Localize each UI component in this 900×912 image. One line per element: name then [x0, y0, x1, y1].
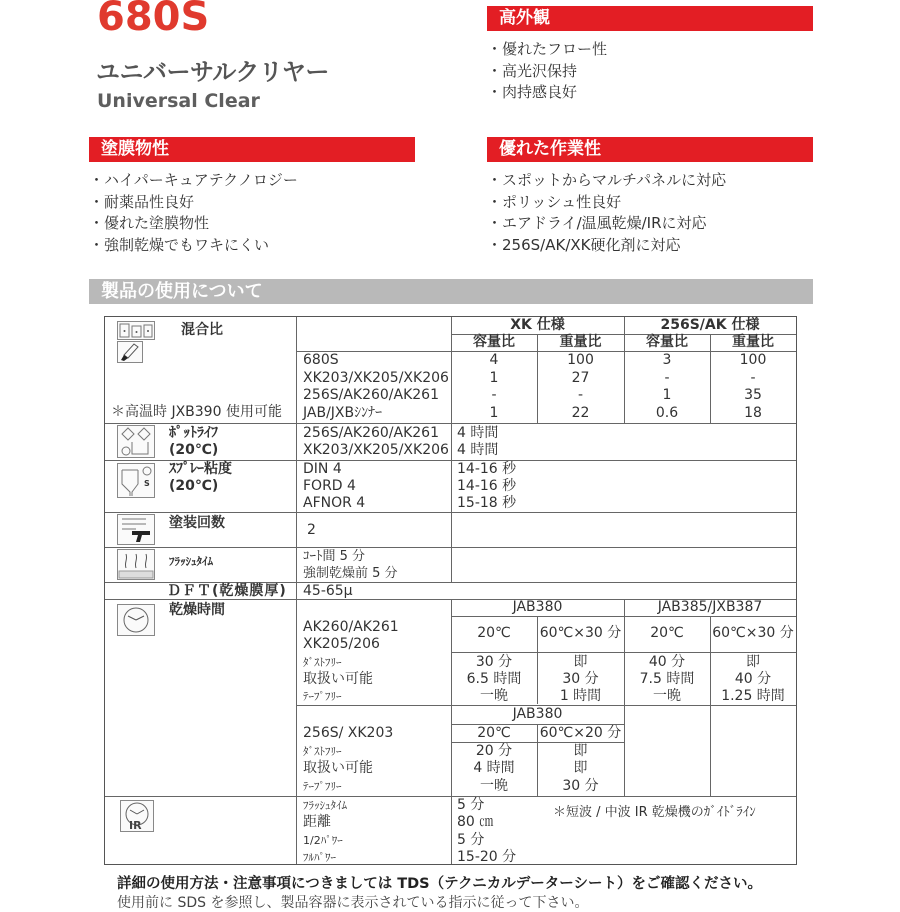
drying-stage: ﾃｰﾌﾟﾌﾘｰ — [303, 690, 342, 703]
drying-value: 即 — [746, 654, 760, 670]
product-name-en: Universal Clear — [97, 90, 260, 112]
mix-value: 22 — [571, 405, 590, 421]
drying-product: XK205/206 — [303, 636, 380, 652]
subheader-weight: 重量比 — [559, 334, 602, 350]
spray-viscosity-label: ｽﾌﾟﾚｰ粘度 — [169, 461, 232, 477]
mix-value: 4 — [489, 352, 499, 368]
coats-value: 2 — [307, 522, 316, 538]
mix-value: 3 — [662, 352, 672, 368]
list-item: ・ スポットからマルチパネルに対応 — [487, 170, 726, 192]
ir-value: 5 分 — [457, 832, 485, 848]
drying-condition: 20℃ — [477, 625, 511, 641]
drying-stage: 取扱い可能 — [303, 671, 373, 687]
pot-life-icon — [117, 425, 155, 458]
drying-product: AK260/AK261 — [303, 619, 399, 635]
workability-list — [487, 170, 726, 256]
drying-value: 40 分 — [648, 654, 686, 670]
list-item: ・ 256S/AK/XK硬化剤に対応 — [487, 235, 726, 257]
section-header-usage: 製品の使用について — [89, 279, 813, 304]
footer-tds-note: 詳細の使用方法・注意事項につきましては TDS（テクニカルデーターシート）をご確認ください。 — [117, 876, 762, 892]
clock-icon — [117, 604, 155, 636]
mix-value: 27 — [571, 370, 590, 386]
ir-value: 15-20 分 — [457, 849, 517, 865]
drying-value: 40 分 — [734, 671, 772, 687]
pot-life-label: ﾎﾟｯﾄﾗｲﾌ — [169, 425, 218, 441]
mix-value: 100 — [567, 352, 594, 368]
film-properties-list — [89, 170, 298, 256]
ir-value: 5 分 — [457, 797, 485, 813]
viscosity-value: 14-16 秒 — [457, 461, 517, 477]
section-header-film-properties: 塗膜物性 — [89, 137, 415, 162]
subheader-volume: 容量比 — [646, 334, 688, 350]
cans-icon — [117, 321, 155, 340]
viscosity-cup-icon — [117, 463, 155, 498]
dft-value: 45-65μ — [303, 583, 353, 599]
list-item: ・ ポリッシュ性良好 — [487, 192, 726, 214]
thinner-header: JAB380 — [512, 599, 563, 615]
list-item: ・ 強制乾燥でもワキにくい — [89, 235, 298, 257]
drying-value: 即 — [573, 743, 588, 759]
thinner-header: JAB385/JXB387 — [657, 599, 763, 615]
drying-value: 30 分 — [475, 654, 513, 670]
drying-value: 7.5 時間 — [639, 671, 695, 687]
drying-value: 一晩 — [480, 688, 508, 704]
pot-life-temp: (20℃) — [169, 442, 219, 458]
list-item: ・ 耐薬品性良好 — [89, 192, 298, 214]
mix-value: 100 — [739, 352, 767, 368]
coats-label: 塗装回数 — [169, 515, 225, 531]
mixing-note: ＊高温時 JXB390 使用可能 — [111, 404, 282, 420]
drying-condition: 60℃×30 分 — [712, 625, 794, 641]
list-item: ・ 高光沢保持 — [487, 61, 607, 83]
usage-table — [104, 316, 797, 865]
pot-life-product: 256S/AK260/AK261 — [303, 425, 440, 441]
drying-stage: ﾀﾞｽﾄﾌﾘｰ — [303, 745, 342, 758]
pot-life-value: 4 時間 — [457, 425, 499, 441]
drying-stage: ﾃｰﾌﾟﾌﾘｰ — [303, 780, 342, 793]
ir-note: ＊短波 / 中波 IR 乾燥機のｶﾞｲﾄﾞﾗｲﾝ — [553, 805, 756, 820]
subheader-weight: 重量比 — [732, 334, 774, 350]
section-header-workability: 優れた作業性 — [487, 137, 813, 162]
subheader-volume: 容量比 — [473, 334, 515, 350]
pot-life-product: XK203/XK205/XK206 — [303, 442, 449, 458]
spray-gun-icon — [117, 514, 155, 545]
drying-value: 一晩 — [653, 688, 681, 704]
mix-product: 680S — [303, 352, 339, 368]
mix-product: XK203/XK205/XK206 — [303, 370, 449, 386]
mix-value: 18 — [744, 405, 762, 421]
pot-life-value: 4 時間 — [457, 442, 499, 458]
drying-value: 4 時間 — [473, 760, 515, 776]
viscosity-cup: AFNOR 4 — [303, 495, 366, 511]
drying-value: 30 分 — [562, 778, 599, 794]
viscosity-value: 14-16 秒 — [457, 478, 517, 494]
footer-sds-note: 使用前に SDS を参照し、製品容器に表示されている指示に従って下さい。 — [117, 895, 589, 911]
mix-product: JAB/JXBｼﾝﾅｰ — [303, 405, 383, 421]
product-code: 680S — [97, 0, 210, 40]
flash-time-row: 強制乾燥前 5 分 — [303, 566, 398, 581]
group-header-256s-ak: 256S/AK 仕様 — [660, 317, 760, 333]
drying-value: 即 — [573, 654, 588, 670]
drying-condition: 60℃×20 分 — [539, 725, 622, 741]
mix-value: - — [491, 387, 497, 403]
drying-value: 30 分 — [562, 671, 599, 687]
list-item: ・ 肉持感良好 — [487, 82, 607, 104]
viscosity-value: 15-18 秒 — [457, 495, 517, 511]
mix-value: 1 — [489, 370, 499, 386]
mix-value: 0.6 — [655, 405, 679, 421]
ir-value: 80 ㎝ — [457, 814, 494, 830]
ir-clock-icon — [120, 800, 154, 832]
mixing-stick-icon — [117, 341, 143, 363]
drying-value: 1.25 時間 — [721, 688, 785, 704]
ir-label: 距離 — [303, 814, 331, 830]
drying-value: 一晩 — [480, 778, 508, 794]
list-item: ・ 優れた塗膜物性 — [89, 213, 298, 235]
drying-stage: 取扱い可能 — [303, 760, 373, 776]
group-header-xk: XK 仕様 — [510, 317, 565, 333]
product-name-jp: ユニバーサルクリヤー — [96, 58, 329, 86]
flash-time-row: ｺｰﾄ間 5 分 — [303, 549, 366, 564]
drying-value: 1 時間 — [559, 688, 602, 704]
mix-value: - — [577, 387, 584, 403]
viscosity-cup: FORD 4 — [303, 478, 356, 494]
drying-value: 20 分 — [475, 743, 513, 759]
drying-condition: 60℃×30 分 — [539, 625, 622, 641]
ir-label: ﾌﾗｯｼｭﾀｲﾑ — [303, 799, 347, 812]
flash-heat-icon — [117, 549, 155, 580]
mixing-ratio-label: 混合比 — [181, 322, 223, 338]
viscosity-cup: DIN 4 — [303, 461, 342, 477]
list-item: ・ 優れたフロー性 — [487, 39, 607, 61]
appearance-list — [487, 39, 607, 104]
mix-value: - — [750, 370, 756, 386]
ir-label: 1/2ﾊﾟﾜｰ — [303, 834, 343, 847]
drying-value: 6.5 時間 — [466, 671, 522, 687]
list-item: ・ ハイパーキュアテクノロジー — [89, 170, 298, 192]
ir-label: ﾌﾙﾊﾟﾜｰ — [303, 851, 336, 864]
thinner-header: JAB380 — [512, 706, 563, 722]
mix-value: 1 — [662, 387, 672, 403]
dft-label: ＤＦＴ(乾燥膜厚) — [167, 583, 287, 599]
drying-condition: 20℃ — [650, 625, 684, 641]
list-item: ・ エアドライ/温風乾燥/IRに対応 — [487, 213, 726, 235]
drying-product: 256S/ XK203 — [303, 725, 394, 741]
svg-text:IR: IR — [129, 819, 142, 831]
spray-viscosity-temp: (20℃) — [169, 478, 219, 494]
mix-product: 256S/AK260/AK261 — [303, 387, 440, 403]
drying-condition: 20℃ — [477, 725, 511, 741]
drying-value: 即 — [573, 760, 588, 776]
section-header-appearance: 高外観 — [487, 6, 813, 31]
flash-time-label: ﾌﾗｯｼｭﾀｲﾑ — [169, 555, 213, 568]
drying-time-label: 乾燥時間 — [169, 602, 225, 618]
drying-stage: ﾀﾞｽﾄﾌﾘｰ — [303, 656, 342, 669]
svg-text:S: S — [144, 479, 150, 488]
mix-value: 35 — [744, 387, 762, 403]
mix-value: 1 — [489, 405, 499, 421]
mix-value: - — [664, 370, 670, 386]
